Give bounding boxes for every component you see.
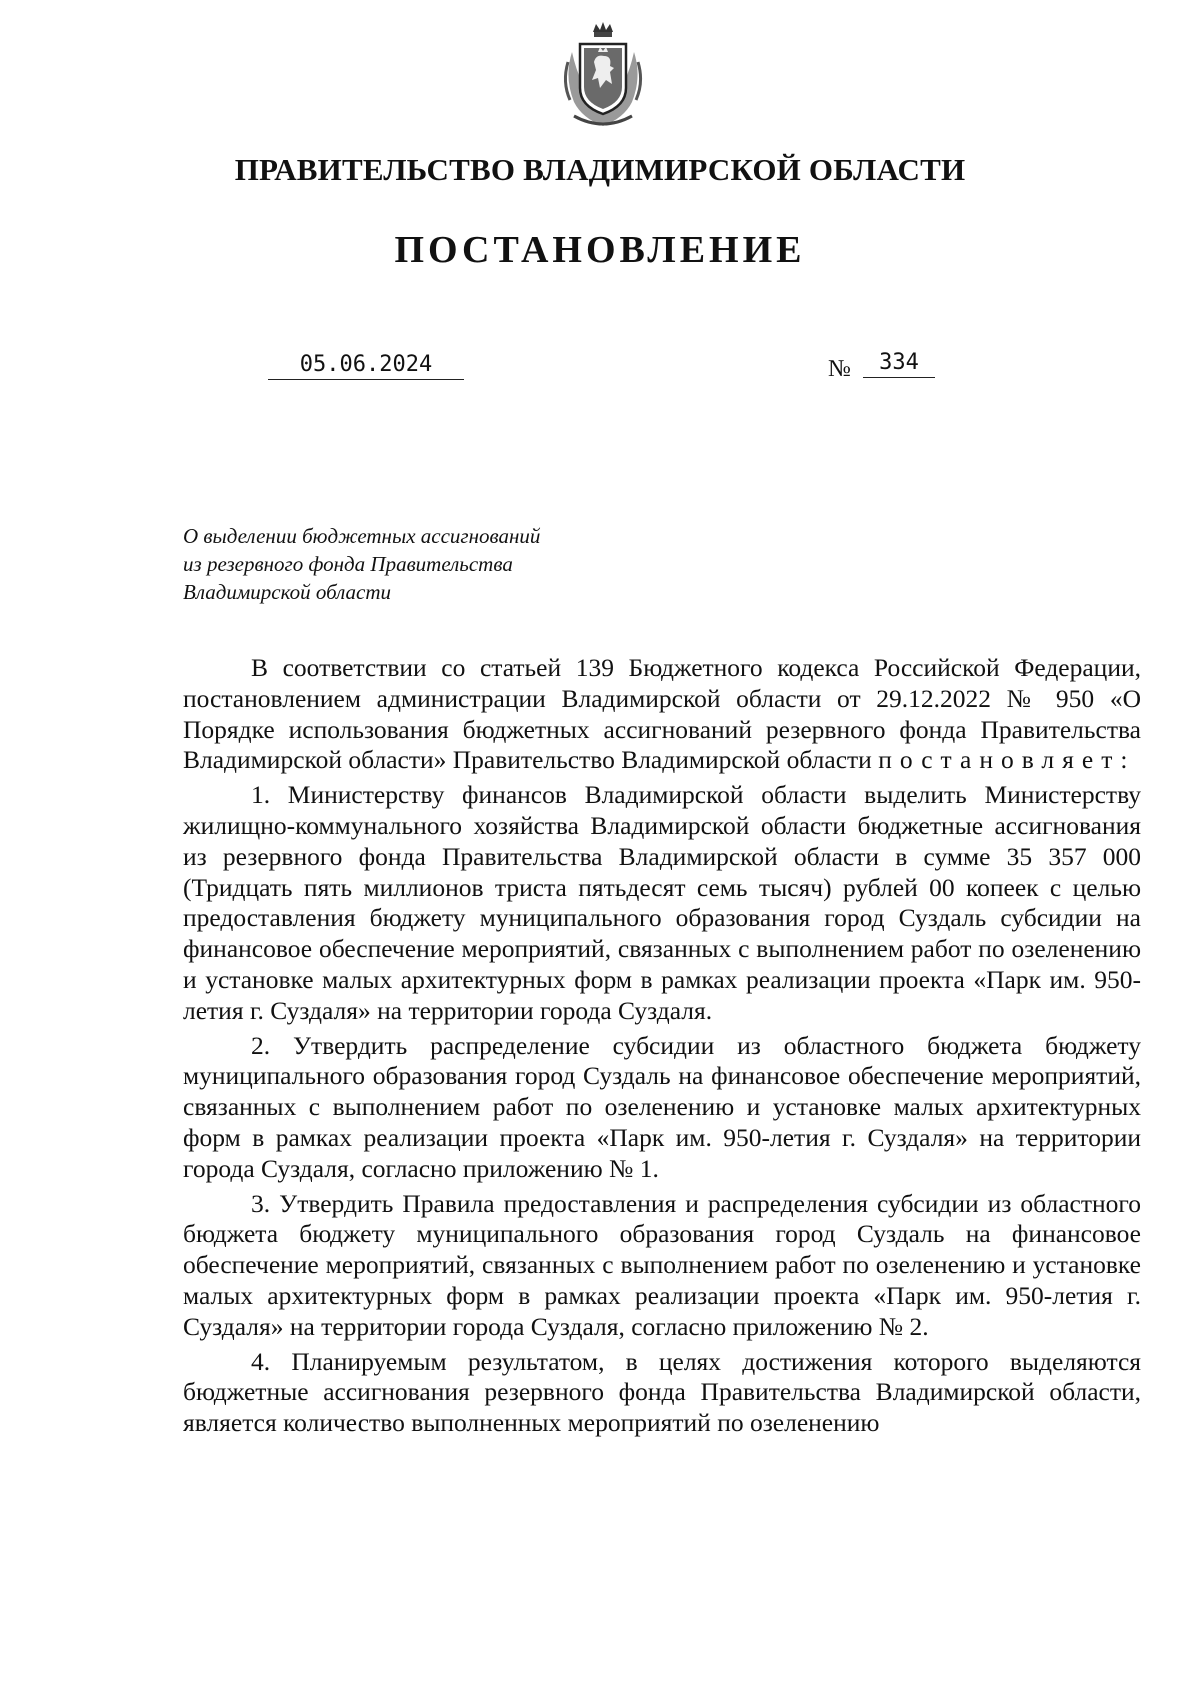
document-subject bbox=[183, 522, 613, 606]
resolution-item-3: 3. Утвердить Правила предоставления и распределения субсидии из областного бюджета бюджету муниципального образования город Суздаль на финансовое обеспечение мероприятий, связанных с выполнением работ по озеленению и установке малых архитектурных форм в рамках реализации проекта «Парк им. 950-летия г. Суздаля» на территории города Суздаля, согласно приложению № 2. bbox=[183, 1188, 1141, 1341]
government-title: ПРАВИТЕЛЬСТВО ВЛАДИМИРСКОЙ ОБЛАСТИ bbox=[234, 152, 966, 187]
document-number: 334 bbox=[863, 350, 935, 378]
preamble-text: В соответствии со статьей 139 Бюджетного кодекса Российской Федерации, постановлением администрации Владимирской области от 29.12.2022 № 950 «О Порядке использования бюджетных ассигнований резервного фонда Правительства Владимирской области» Правительство Владимирской области bbox=[183, 653, 1141, 775]
preamble-paragraph bbox=[183, 653, 1141, 776]
subject-line: Владимирской области bbox=[183, 580, 392, 604]
resolution-item-4: 4. Планируемым результатом, в целях достижения которого выделяются бюджетные ассигнования резервного фонда Правительства Владимирской области, является количество выполненных мероприятий по озеленению bbox=[183, 1346, 1141, 1438]
document-date: 05.06.2024 bbox=[268, 352, 464, 380]
subject-line: из резервного фонда Правительства bbox=[183, 552, 513, 576]
number-sign: № bbox=[828, 356, 851, 382]
document-body bbox=[183, 653, 1141, 1443]
coat-of-arms-icon bbox=[560, 22, 646, 132]
resolution-item-2: 2. Утвердить распределение субсидии из областного бюджета бюджету муниципального образования город Суздаль на финансовое обеспечение мероприятий, связанных с выполнением работ по озеленению и установке малых архитектурных форм в рамках реализации проекта «Парк им. 950-летия г. Суздаля» на территории города Суздаля, согласно приложению № 1. bbox=[183, 1030, 1141, 1183]
document-type-title: ПОСТАНОВЛЕНИЕ bbox=[394, 229, 806, 271]
resolution-item-1: 1. Министерству финансов Владимирской области выделить Министерству жилищно-коммунального хозяйства Владимирской области бюджетные ассигнования из резервного фонда Правительства Владимирской области в сумме 35 357 000 (Тридцать пять миллионов триста пятьдесят семь тысяч) рублей 00 копеек с целью предоставления бюджету муниципального образования город Суздаль субсидии на финансовое обеспечение мероприятий, связанных с выполнением работ по озеленению и установке малых архитектурных форм в рамках реализации проекта «Парк им. 950-летия г. Суздаля» на территории города Суздаля. bbox=[183, 780, 1141, 1025]
resolves-word: постановляет: bbox=[878, 745, 1136, 775]
subject-line: О выделении бюджетных ассигнований bbox=[183, 524, 541, 548]
